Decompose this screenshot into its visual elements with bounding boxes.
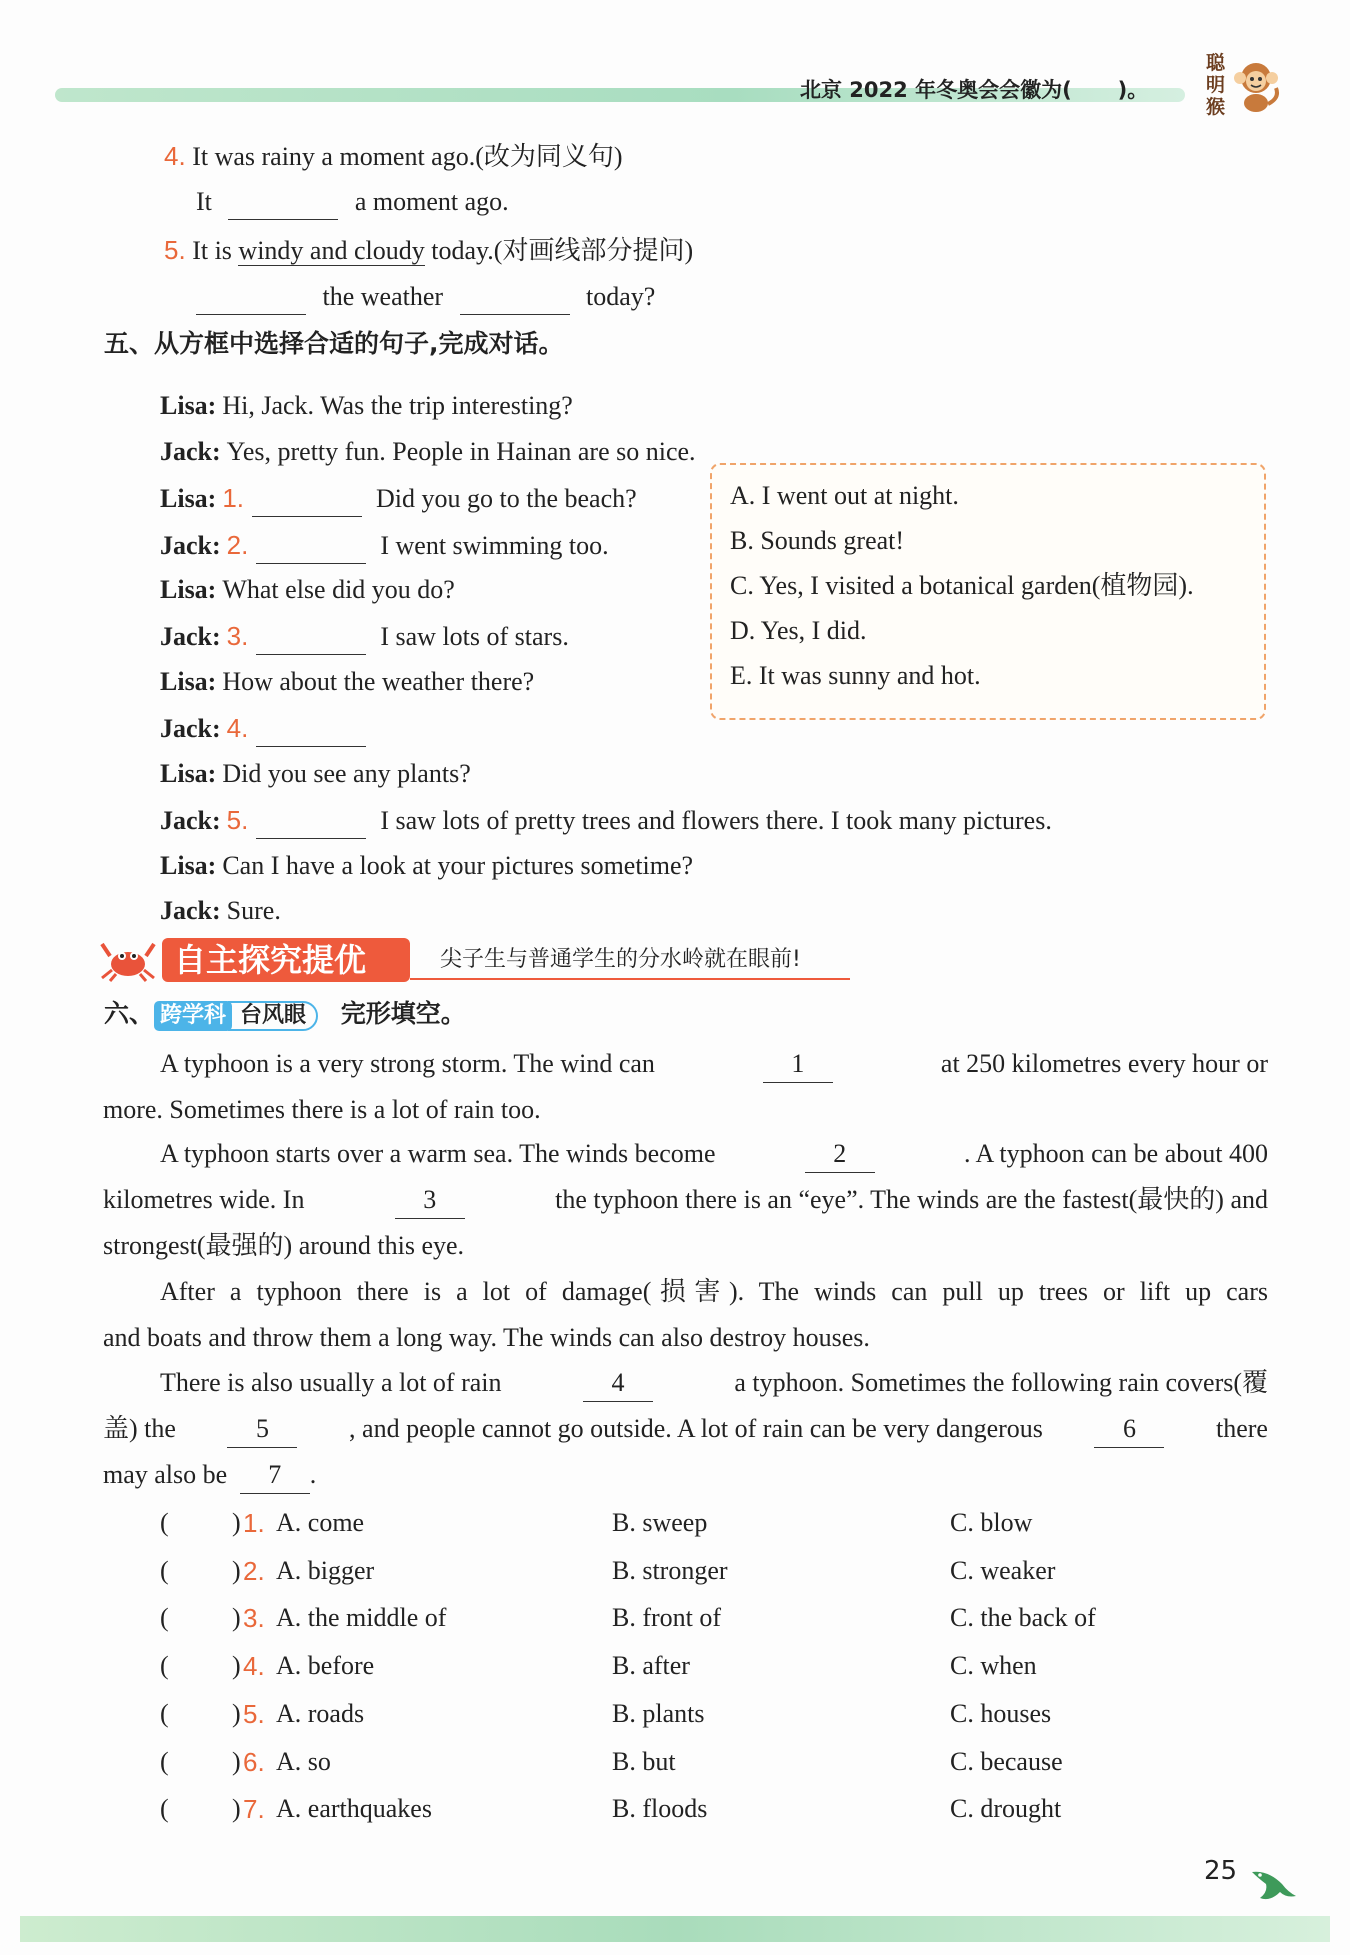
q5-text-a: It is xyxy=(192,236,239,265)
dialogue-line xyxy=(160,664,534,700)
speaker-label: Lisa: xyxy=(160,759,217,788)
q5-number: 5. xyxy=(164,235,186,265)
q5-answer-mid: the weather xyxy=(322,282,444,311)
dialogue-text: Can I have a look at your pictures sometime? xyxy=(222,851,694,880)
question-number: 1. xyxy=(243,1508,265,1538)
speaker-label: Lisa: xyxy=(160,851,217,880)
option-b[interactable]: B. after xyxy=(612,1651,690,1680)
header-quiz-close: )。 xyxy=(1117,78,1149,102)
option-c[interactable]: C. weaker xyxy=(950,1556,1056,1585)
option-b[interactable]: B. but xyxy=(612,1747,676,1776)
option-a[interactable]: A. before xyxy=(276,1651,375,1680)
passage-line-6: After a typhoon there is a lot of damage(损害). The winds can pull up trees or lift up cars xyxy=(160,1277,1268,1306)
q4-answer-end: a moment ago. xyxy=(354,187,509,216)
dialogue-text: Sure. xyxy=(226,896,281,925)
p4-text-g: . xyxy=(309,1460,317,1489)
dialogue-line xyxy=(160,388,573,424)
dialogue-line xyxy=(160,893,281,929)
passage-line-1 xyxy=(160,1046,1268,1083)
speaker-label: Lisa: xyxy=(160,575,217,604)
footer-bar xyxy=(20,1916,1330,1942)
answer-paren-close: ) xyxy=(232,1747,241,1776)
option-a[interactable]: A. earthquakes xyxy=(276,1794,432,1823)
option-c[interactable]: C. because xyxy=(950,1747,1063,1776)
blank-6[interactable]: 6 xyxy=(1094,1411,1164,1448)
p2-text-d: the typhoon there is an “eye”. The winds are the fastest(最快的) and xyxy=(555,1185,1268,1214)
part5-title: 五、从方框中选择合适的句子,完成对话。 xyxy=(104,329,564,358)
monkey-icon xyxy=(1232,58,1282,114)
question-number: 4. xyxy=(243,1651,265,1681)
answer-paren-open[interactable]: ( xyxy=(160,1603,169,1632)
section-slogan: 尖子生与普通学生的分水岭就在眼前! xyxy=(440,947,801,972)
dialogue-blank[interactable] xyxy=(256,624,366,655)
p2-text-b: . A typhoon can be about 400 xyxy=(963,1139,1268,1168)
answer-paren-open[interactable]: ( xyxy=(160,1508,169,1537)
option-b[interactable]: B. sweep xyxy=(612,1508,708,1537)
dialogue-line xyxy=(160,710,380,747)
blank-1[interactable]: 1 xyxy=(763,1046,833,1083)
dialogue-line xyxy=(160,802,1052,839)
dialogue-text: I saw lots of pretty trees and flowers there. I took many pictures. xyxy=(380,806,1052,835)
option-item: A. I went out at night. xyxy=(730,481,959,510)
answer-paren-open[interactable]: ( xyxy=(160,1651,169,1680)
dialogue-line xyxy=(160,618,569,655)
answer-paren-open[interactable]: ( xyxy=(160,1794,169,1823)
mascot-label: 聪明猴 xyxy=(1206,52,1226,118)
dialogue-text: I went swimming too. xyxy=(380,531,609,560)
p4-text-e: there xyxy=(1216,1414,1268,1443)
speaker-label: Lisa: xyxy=(160,484,217,513)
fish-icon xyxy=(1248,1862,1300,1906)
option-b[interactable]: B. floods xyxy=(612,1794,708,1823)
header-quiz-prompt: 北京 2022 年冬奥会会徽为( xyxy=(800,78,1072,102)
passage-line-9 xyxy=(103,1411,1268,1448)
option-a[interactable]: A. so xyxy=(276,1747,331,1776)
section-banner-title: 自主探究提优 xyxy=(174,941,367,979)
option-b[interactable]: B. front of xyxy=(612,1603,722,1632)
p4-text-f: may also be xyxy=(103,1460,228,1489)
option-item: D. Yes, I did. xyxy=(730,616,867,645)
passage-line-2: more. Sometimes there is a lot of rain too. xyxy=(103,1095,541,1124)
dialogue-text: Hi, Jack. Was the trip interesting? xyxy=(222,391,573,420)
q4-answer-line xyxy=(196,184,509,220)
passage-line-7: and boats and throw them a long way. The winds can also destroy houses. xyxy=(103,1323,870,1352)
option-c[interactable]: C. drought xyxy=(950,1794,1062,1823)
speaker-label: Jack: xyxy=(160,622,221,651)
answer-paren-open[interactable]: ( xyxy=(160,1747,169,1776)
speaker-label: Jack: xyxy=(160,531,221,560)
question-number: 7. xyxy=(243,1794,265,1824)
q5-text-b: today.(对画线部分提问) xyxy=(424,236,694,265)
q4-blank[interactable] xyxy=(228,189,338,220)
q4-number: 4. xyxy=(164,141,186,171)
speaker-label: Jack: xyxy=(160,437,221,466)
dialogue-line xyxy=(160,434,696,470)
dialogue-text: Did you see any plants? xyxy=(222,759,471,788)
question-number: 3. xyxy=(243,1603,265,1633)
dialogue-text: What else did you do? xyxy=(222,575,455,604)
dialogue-blank[interactable] xyxy=(256,716,366,747)
passage-line-5: strongest(最强的) around this eye. xyxy=(103,1231,465,1260)
speaker-label: Jack: xyxy=(160,896,221,925)
dialogue-blank-number: 2. xyxy=(226,530,249,560)
option-a[interactable]: A. roads xyxy=(276,1699,365,1728)
p2-text-c: kilometres wide. In xyxy=(103,1185,305,1214)
dialogue-blank-number: 4. xyxy=(226,713,249,743)
speaker-label: Jack: xyxy=(160,806,221,835)
speaker-label: Lisa: xyxy=(160,667,217,696)
blank-2[interactable]: 2 xyxy=(805,1136,875,1173)
dialogue-blank-number: 3. xyxy=(226,621,249,651)
speaker-label: Lisa: xyxy=(160,391,217,420)
answer-paren-close: ) xyxy=(232,1603,241,1632)
page-number: 25 xyxy=(1204,1856,1238,1886)
part6-prefix: 六、 xyxy=(104,999,155,1028)
speaker-label: Jack: xyxy=(160,714,221,743)
option-a[interactable]: A. the middle of xyxy=(276,1603,447,1632)
part6-title-line xyxy=(104,996,466,1032)
q5-underlined: windy and cloudy xyxy=(238,236,425,265)
blank-5[interactable]: 5 xyxy=(227,1411,297,1448)
blank-4[interactable]: 4 xyxy=(583,1365,653,1402)
q4-answer-start: It xyxy=(196,187,212,216)
p1-text-b: at 250 kilometres every hour or xyxy=(940,1049,1268,1078)
q5-answer-end: today? xyxy=(586,282,656,311)
dialogue-line xyxy=(160,572,455,608)
dialogue-text: Did you go to the beach? xyxy=(376,484,637,513)
option-a[interactable]: A. bigger xyxy=(276,1556,375,1585)
option-b[interactable]: B. plants xyxy=(612,1699,705,1728)
passage-line-4 xyxy=(103,1182,1268,1219)
answer-paren-close: ) xyxy=(232,1556,241,1585)
question-number: 5. xyxy=(243,1699,265,1729)
part6-title: 完形填空。 xyxy=(340,999,466,1028)
dialogue-text: How about the weather there? xyxy=(222,667,535,696)
passage-line-3 xyxy=(160,1136,1268,1173)
q5-line xyxy=(164,232,693,269)
p4-text-c: 盖) the xyxy=(103,1414,176,1443)
cross-subject-tag: 跨学科 xyxy=(154,1001,232,1031)
passage-line-8 xyxy=(160,1365,1268,1402)
q4-line xyxy=(164,138,623,175)
dialogue-line xyxy=(160,756,471,792)
crab-icon xyxy=(100,936,156,982)
section-banner-underline xyxy=(410,978,850,980)
question-number: 2. xyxy=(243,1556,265,1586)
dialogue-blank[interactable] xyxy=(252,486,362,517)
answer-paren-open[interactable]: ( xyxy=(160,1556,169,1585)
blank-3[interactable]: 3 xyxy=(395,1182,465,1219)
dialogue-blank-number: 5. xyxy=(226,805,249,835)
topic-tag: 台风眼 xyxy=(228,1001,318,1031)
dialogue-text: I saw lots of stars. xyxy=(380,622,569,651)
p4-text-d: , and people cannot go outside. A lot of rain can be very dangerous xyxy=(349,1414,1043,1443)
option-c[interactable]: C. when xyxy=(950,1651,1037,1680)
question-number: 6. xyxy=(243,1747,265,1777)
answer-paren-close: ) xyxy=(232,1508,241,1537)
answer-paren-close: ) xyxy=(232,1794,241,1823)
q4-text: It was rainy a moment ago.(改为同义句) xyxy=(192,142,623,171)
dialogue-line xyxy=(160,480,637,517)
dialogue-text: Yes, pretty fun. People in Hainan are so nice. xyxy=(226,437,696,466)
option-item: C. Yes, I visited a botanical garden(植物园). xyxy=(730,571,1194,600)
option-item: B. Sounds great! xyxy=(730,526,905,555)
answer-paren-close: ) xyxy=(232,1651,241,1680)
dialogue-blank[interactable] xyxy=(256,808,366,839)
option-c[interactable]: C. houses xyxy=(950,1699,1052,1728)
blank-7[interactable]: 7 xyxy=(240,1457,310,1494)
answer-paren-open[interactable]: ( xyxy=(160,1699,169,1728)
p2-text-a: A typhoon starts over a warm sea. The winds become xyxy=(160,1139,716,1168)
p4-text-b: a typhoon. Sometimes the following rain covers(覆 xyxy=(734,1368,1268,1397)
q5-answer-line xyxy=(196,279,655,315)
option-a[interactable]: A. come xyxy=(276,1508,365,1537)
dialogue-line xyxy=(160,848,693,884)
passage-line-10 xyxy=(103,1457,316,1494)
option-c[interactable]: C. the back of xyxy=(950,1603,1096,1632)
dialogue-blank[interactable] xyxy=(256,533,366,564)
p4-text-a: There is also usually a lot of rain xyxy=(160,1368,502,1397)
option-b[interactable]: B. stronger xyxy=(612,1556,728,1585)
header-quiz xyxy=(800,74,1148,104)
q5-blank-2[interactable] xyxy=(460,284,570,315)
option-item: E. It was sunny and hot. xyxy=(730,661,981,690)
p1-text-a: A typhoon is a very strong storm. The wind can xyxy=(160,1049,655,1078)
q5-blank-1[interactable] xyxy=(196,284,306,315)
option-c[interactable]: C. blow xyxy=(950,1508,1033,1537)
answer-paren-close: ) xyxy=(232,1699,241,1728)
dialogue-blank-number: 1. xyxy=(222,483,245,513)
dialogue-line xyxy=(160,527,609,564)
